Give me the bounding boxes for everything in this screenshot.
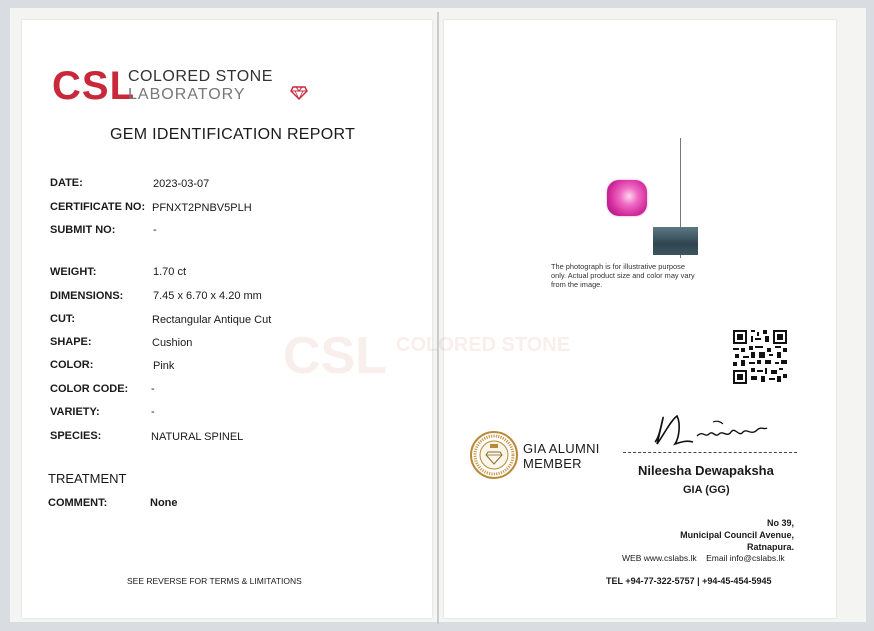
address-line2: Municipal Council Avenue,	[680, 530, 794, 540]
gia-seal-icon	[470, 431, 518, 479]
website-link[interactable]: WEB www.cslabs.lk	[622, 553, 697, 563]
field-value: 1.70 ct	[153, 266, 187, 278]
field-value: PFNXT2PNBV5PLH	[152, 202, 252, 214]
field-value: Cushion	[152, 337, 193, 349]
field-label: SPECIES:	[50, 430, 102, 442]
logo-line2: LABORATORY	[128, 86, 246, 103]
gia-member-label: MEMBER	[523, 456, 582, 471]
signer-name: Nileesha Dewapaksha	[638, 463, 774, 478]
contact-web-email	[622, 553, 785, 563]
signer-credential: GIA (GG)	[683, 484, 730, 496]
field-label: SUBMIT NO:	[50, 224, 116, 236]
logo-brand: CSL	[52, 64, 135, 108]
email-link[interactable]: Email info@cslabs.lk	[706, 553, 785, 563]
address-line1: No 39,	[766, 518, 794, 528]
watermark-text: COLORED STONE	[396, 334, 571, 356]
color-reference-swatch	[653, 227, 698, 255]
field-label: SHAPE:	[50, 336, 92, 348]
field-value: 2023-03-07	[153, 178, 210, 190]
field-value: 7.45 x 6.70 x 4.20 mm	[153, 290, 262, 302]
field-label: COLOR:	[50, 359, 94, 371]
photo-disclaimer: The photograph is for illustrative purpose only. Actual product size and color may vary from the image.	[551, 262, 695, 289]
field-label: DIMENSIONS:	[50, 290, 124, 302]
signature-line	[623, 452, 797, 453]
gem-photo	[607, 180, 647, 216]
field-label: CUT:	[50, 313, 76, 325]
field-value: Pink	[153, 360, 175, 372]
field-value: -	[151, 383, 155, 395]
telephone-line: TEL +94-77-322-5757 | +94-45-454-5945	[606, 576, 772, 586]
field-value: -	[153, 224, 157, 236]
field-label: COLOR CODE:	[50, 383, 129, 395]
watermark-brand: CSL	[283, 327, 387, 385]
field-label: WEIGHT:	[50, 266, 97, 278]
field-value: -	[151, 406, 155, 418]
terms-note: SEE REVERSE FOR TERMS & LIMITATIONS	[127, 576, 302, 586]
field-value: NATURAL SPINEL	[151, 431, 244, 443]
certificate-right-panel	[444, 20, 836, 618]
field-value: Rectangular Antique Cut	[152, 314, 272, 326]
diamond-icon	[290, 86, 308, 100]
fold-line	[437, 12, 439, 624]
report-title: GEM IDENTIFICATION REPORT	[110, 126, 356, 143]
field-label: DATE:	[50, 177, 83, 189]
field-label: CERTIFICATE NO:	[50, 201, 146, 213]
comment-value: None	[150, 497, 178, 509]
qr-code-icon	[733, 330, 787, 384]
comment-label: COMMENT:	[48, 497, 108, 509]
logo-line1: COLORED STONE	[128, 68, 273, 85]
gia-alumni-label: GIA ALUMNI	[523, 441, 600, 456]
field-label: VARIETY:	[50, 406, 100, 418]
treatment-heading: TREATMENT	[48, 471, 127, 486]
address-line3: Ratnapura.	[746, 542, 794, 552]
signature-icon	[651, 408, 771, 448]
